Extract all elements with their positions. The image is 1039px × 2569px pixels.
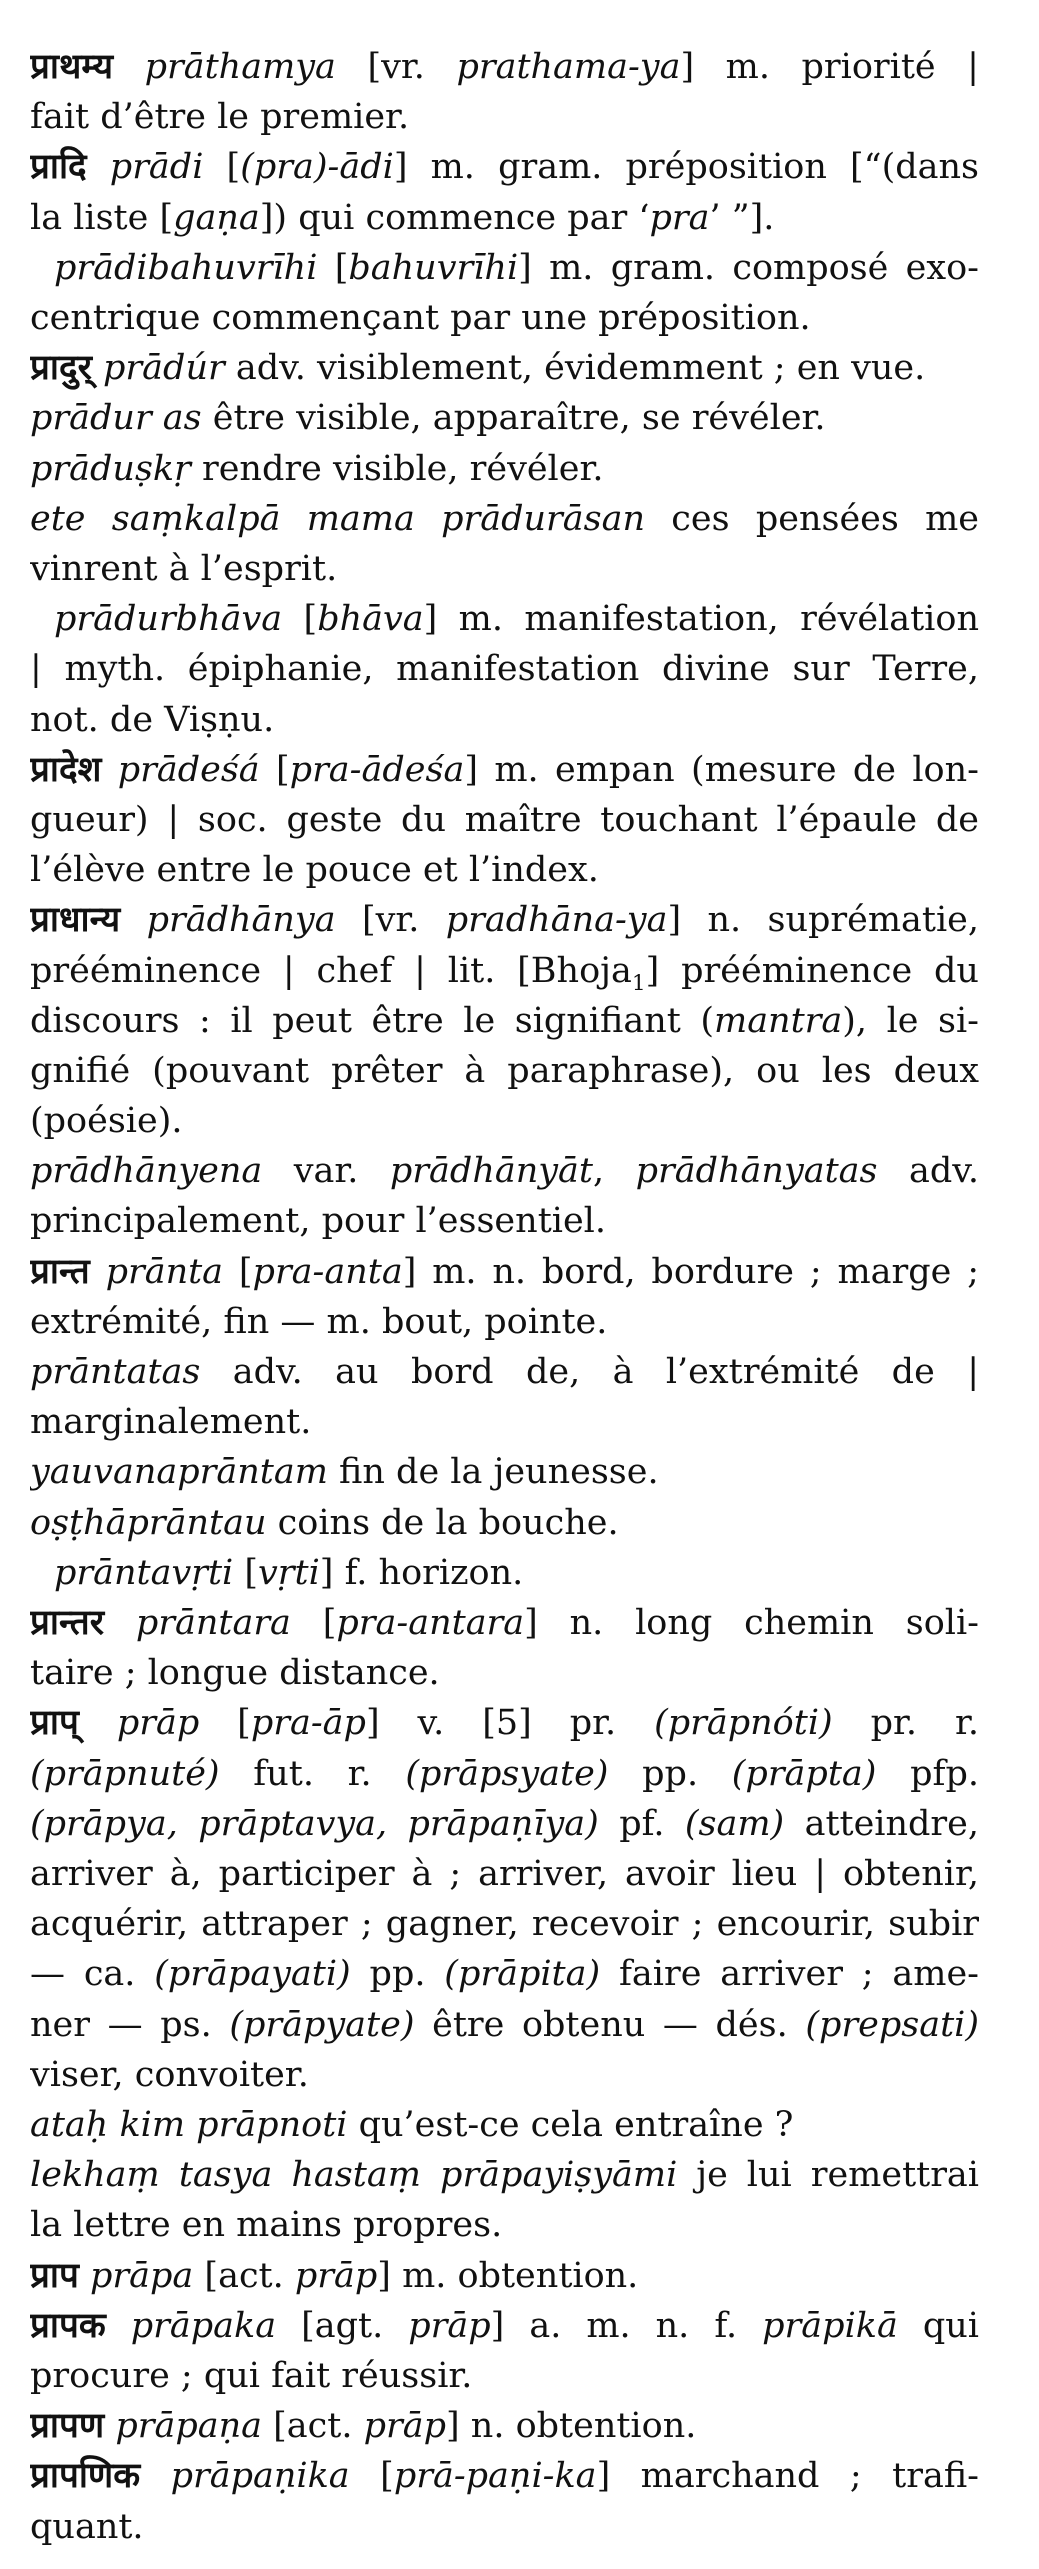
definition-text: adv. au bord de, à l’extrémité de | xyxy=(200,1352,979,1393)
italic-term: pra-anta xyxy=(252,1251,403,1292)
italic-term: prāpaṇa xyxy=(115,2406,262,2447)
subscript: 1 xyxy=(631,970,646,996)
entry-line xyxy=(30,1196,979,1246)
entry-line xyxy=(30,2502,979,2552)
entry-line xyxy=(30,795,979,845)
italic-term: prāduṣkṛ xyxy=(30,448,191,489)
dictionary-entry xyxy=(30,1447,979,1497)
italic-term: prādúr xyxy=(103,348,225,389)
italic-term: (prāpya, prāptavya, prāpaṇīya) xyxy=(30,1803,599,1844)
italic-term: pra-ādeśa xyxy=(289,749,465,790)
definition-text: extrémité, fin — m. bout, pointe. xyxy=(30,1301,608,1342)
entry-line xyxy=(30,1347,979,1397)
definition-text: [ xyxy=(223,1251,253,1292)
dictionary-entry xyxy=(30,42,979,142)
definition-text: pfp. xyxy=(876,1753,979,1794)
dictionary-entry xyxy=(30,1498,979,1548)
italic-term: ete saṃkalpā mama prādurāsan xyxy=(30,498,646,539)
italic-term: prāpaka xyxy=(130,2305,277,2346)
headword: प्रापण xyxy=(30,2405,105,2447)
dictionary-entry xyxy=(30,2251,979,2301)
definition-text: [ xyxy=(203,147,241,188)
definition-text: ] n. suprématie, xyxy=(667,900,979,941)
dictionary-entry xyxy=(30,1548,979,1598)
entry-line xyxy=(30,1297,979,1347)
headword: प्राथम्य xyxy=(30,46,114,87)
italic-term: (prāpnóti) xyxy=(654,1703,833,1744)
dictionary-entry xyxy=(30,1347,979,1447)
definition-text: ] marchand ; trafi- xyxy=(596,2456,979,2497)
italic-term: (prāpita) xyxy=(444,1954,601,1995)
italic-term: prāthamya xyxy=(144,47,336,87)
dictionary-entry xyxy=(30,243,979,343)
entry-line xyxy=(30,1799,979,1849)
definition-text: (poésie). xyxy=(30,1101,183,1142)
italic-term: mantra xyxy=(714,1000,843,1041)
definition-text: discours : il peut être le signifiant ( xyxy=(30,1000,714,1041)
italic-term: prāpa xyxy=(90,2255,194,2296)
definition-text: faire arriver ; ame- xyxy=(600,1954,979,1995)
italic-term: prāntavṛti xyxy=(54,1552,234,1593)
italic-term: pradhāna-ya xyxy=(445,900,668,941)
dictionary-entry xyxy=(30,895,979,1146)
italic-term: prānta xyxy=(105,1251,224,1292)
definition-text: être visible, apparaître, se révéler. xyxy=(201,398,826,439)
definition-text: fin de la jeunesse. xyxy=(327,1452,659,1493)
entry-line xyxy=(30,293,979,343)
definition-text: la lettre en mains propres. xyxy=(30,2205,503,2246)
definition-text: [ xyxy=(199,1703,251,1744)
entry-line xyxy=(30,644,979,694)
definition-text: ces pensées me xyxy=(645,498,979,539)
italic-term: (sam) xyxy=(684,1803,785,1844)
definition-text: prééminence | chef | lit. [Bhoja xyxy=(30,950,632,991)
italic-term: prāp xyxy=(116,1703,200,1744)
definition-text: qui xyxy=(897,2305,979,2346)
entry-line xyxy=(30,243,979,293)
italic-term: (prāpnuté) xyxy=(30,1753,220,1794)
entry-line xyxy=(30,2200,979,2250)
definition-text: qu’est-ce cela entraîne ? xyxy=(347,2104,794,2145)
entry-line xyxy=(30,142,979,192)
definition-text: | myth. épiphanie, manifestation divine sur Terre, xyxy=(30,649,979,690)
definition-text: arriver à, participer à ; arriver, avoir lieu | obtenir, xyxy=(30,1854,979,1895)
definition-text: ] m. manifestation, révélation xyxy=(423,599,979,640)
entry-line xyxy=(30,544,979,594)
definition-text: ]) qui commence par ‘ xyxy=(259,197,650,238)
italic-term: prāp xyxy=(294,2255,378,2296)
entry-line xyxy=(30,2301,979,2351)
italic-term: ataḥ kim prāpnoti xyxy=(30,2104,348,2145)
entry-line xyxy=(30,594,979,644)
definition-text: ] n. long chemin soli- xyxy=(524,1603,979,1644)
definition-text: adv. visiblement, évidemment ; en vue. xyxy=(224,348,926,389)
definition-text: viser, convoiter. xyxy=(30,2054,309,2095)
entry-line xyxy=(30,1096,979,1146)
definition-text: [act. xyxy=(193,2255,295,2296)
entry-line xyxy=(30,494,979,544)
entry-line xyxy=(30,1749,979,1799)
definition-text: adv. xyxy=(877,1151,979,1192)
italic-term: yauvanaprāntam xyxy=(30,1452,328,1493)
definition-text: pf. xyxy=(598,1803,685,1844)
headword: प्राप् xyxy=(30,1702,79,1744)
definition-text xyxy=(79,1703,117,1743)
dictionary-entry xyxy=(30,494,979,594)
headword: प्रापणिक xyxy=(30,2455,141,2497)
headword: प्रान्त xyxy=(30,1250,90,1292)
italic-term: prāntatas xyxy=(30,1352,201,1393)
italic-term: vṛti xyxy=(258,1552,320,1593)
italic-term: prāpaṇika xyxy=(170,2456,350,2497)
italic-term: prādeśá xyxy=(117,749,260,790)
definition-text: taire ; longue distance. xyxy=(30,1653,440,1694)
entry-line xyxy=(30,444,979,494)
entry-line xyxy=(30,1648,979,1698)
definition-text: ] m. obtention. xyxy=(377,2255,639,2296)
definition-text: [vr. xyxy=(335,47,457,87)
definition-text xyxy=(104,1603,136,1643)
entry-line xyxy=(30,1498,979,1548)
italic-term: prādi xyxy=(109,147,204,188)
definition-text: ] m. empan (mesure de lon- xyxy=(464,749,979,790)
definition-text: [act. xyxy=(262,2406,364,2447)
definition-text: acquérir, attraper ; gagner, recevoir ; encourir, subir xyxy=(30,1904,979,1945)
italic-term: prādhānyatas xyxy=(635,1151,878,1192)
dictionary-entry xyxy=(30,343,979,393)
definition-text: ] prééminence du xyxy=(645,950,979,991)
entry-line xyxy=(30,2351,979,2401)
definition-text xyxy=(92,348,103,388)
definition-text: je lui remettrai xyxy=(677,2155,979,2196)
headword: प्रापक xyxy=(30,2304,106,2346)
definition-text: [ xyxy=(349,2456,394,2497)
dictionary-entry xyxy=(30,1146,979,1246)
entry-line xyxy=(30,1247,979,1297)
dictionary-entry xyxy=(30,2150,979,2250)
italic-term: bahuvrīhi xyxy=(348,247,519,288)
definition-text: , xyxy=(592,1151,636,1192)
entry-line xyxy=(30,2100,979,2150)
headword: प्रान्तर xyxy=(30,1602,105,1644)
definition-text: fait d’être le premier. xyxy=(30,97,410,138)
dictionary-entry xyxy=(30,1247,979,1347)
entry-line xyxy=(30,2050,979,2100)
italic-term: (pra)-ādi xyxy=(240,147,394,188)
entry-line xyxy=(30,1598,979,1648)
italic-term: gaṇa xyxy=(173,197,260,238)
definition-text: quant. xyxy=(30,2506,144,2547)
definition-text: pp. xyxy=(350,1954,445,1995)
definition-text: [ xyxy=(233,1552,259,1593)
dictionary-entry xyxy=(30,1598,979,1698)
italic-term: prādhānya xyxy=(146,900,336,941)
italic-term: pra-āp xyxy=(250,1703,366,1744)
entry-line xyxy=(30,42,979,92)
definition-text: var. xyxy=(262,1151,390,1192)
headword: प्रादेश xyxy=(30,748,102,790)
definition-text: principalement, pour l’essentiel. xyxy=(30,1201,606,1242)
italic-term: lekhaṃ tasya hastaṃ prāpayiṣyāmi xyxy=(30,2155,678,2196)
definition-text: ] v. [5] pr. xyxy=(365,1703,655,1744)
definition-text: not. de Viṣṇu. xyxy=(30,699,275,740)
italic-term: (prāpyate) xyxy=(229,2004,415,2045)
entry-line xyxy=(30,1899,979,1949)
definition-text xyxy=(106,2306,131,2346)
italic-term: pra xyxy=(649,197,710,238)
definition-text xyxy=(113,47,145,87)
dictionary-entry xyxy=(30,142,979,242)
italic-term: prādibahuvrīhi xyxy=(54,247,318,288)
definition-text: pr. r. xyxy=(832,1703,979,1744)
definition-text: ] n. obtention. xyxy=(446,2406,697,2447)
definition-text: rendre visible, révéler. xyxy=(190,448,604,489)
definition-text: ] m. gram. composé exo- xyxy=(518,247,979,288)
entry-line xyxy=(30,343,979,393)
definition-text: être obtenu — dés. xyxy=(414,2004,806,2045)
dictionary-entry xyxy=(30,594,979,745)
definition-text: vinrent à l’esprit. xyxy=(30,548,338,589)
definition-text: ’ ”]. xyxy=(709,197,775,238)
headword: प्राप xyxy=(30,2254,79,2296)
definition-text: procure ; qui fait réussir. xyxy=(30,2355,473,2396)
entry-line xyxy=(30,1046,979,1096)
entry-line xyxy=(30,1397,979,1447)
italic-term: prā-paṇi-ka xyxy=(393,2456,597,2497)
dictionary-entry xyxy=(30,2100,979,2150)
definition-text: ] f. horizon. xyxy=(319,1552,524,1593)
italic-term: pra-antara xyxy=(336,1603,525,1644)
definition-text xyxy=(140,2456,170,2496)
entry-line xyxy=(30,1698,979,1748)
entry-line xyxy=(30,745,979,795)
definition-text: gueur) | soc. geste du maître touchant l’épaule de xyxy=(30,799,979,840)
definition-text xyxy=(101,750,117,790)
definition-text xyxy=(120,900,146,940)
italic-term: prathama-ya xyxy=(456,47,681,87)
definition-text: — ca. xyxy=(30,1954,155,1995)
definition-text: ner — ps. xyxy=(30,2004,230,2045)
italic-term: (prepsati) xyxy=(805,2004,979,2045)
headword: प्रादि xyxy=(30,146,87,188)
entry-line xyxy=(30,2251,979,2301)
entry-line xyxy=(30,695,979,745)
italic-term: prādurbhāva xyxy=(54,599,283,640)
definition-text: centrique commençant par une préposition. xyxy=(30,297,811,338)
definition-text: [ xyxy=(259,749,290,790)
italic-term: prāpikā xyxy=(762,2305,898,2346)
entry-line xyxy=(30,2401,979,2451)
definition-text: la liste [ xyxy=(30,197,174,238)
entry-line xyxy=(30,1146,979,1196)
definition-text: fut. r. xyxy=(219,1753,406,1794)
dictionary-entry xyxy=(30,444,979,494)
definition-text xyxy=(79,2256,90,2296)
definition-text: ), le si- xyxy=(842,1000,979,1041)
entry-line xyxy=(30,1849,979,1899)
definition-text: [ xyxy=(317,247,349,288)
definition-text: ] m. n. bord, bordure ; marge ; xyxy=(402,1251,979,1292)
entry-line xyxy=(30,1447,979,1497)
italic-term: prādhānyāt xyxy=(389,1151,593,1192)
italic-term: prāp xyxy=(363,2406,446,2447)
entry-line xyxy=(30,92,979,142)
dictionary-entry xyxy=(30,745,979,896)
dictionary-entry xyxy=(30,393,979,443)
italic-term: prāp xyxy=(408,2305,491,2346)
definition-text: marginalement. xyxy=(30,1402,312,1443)
definition-text: gnifié (pouvant prêter à paraphrase), ou les deux xyxy=(30,1050,979,1091)
dictionary-entry xyxy=(30,2401,979,2451)
italic-term: prādur as xyxy=(30,398,202,439)
italic-term: (prāpsyate) xyxy=(405,1753,609,1794)
entry-line xyxy=(30,2150,979,2200)
entry-line xyxy=(30,845,979,895)
entry-line xyxy=(30,193,979,243)
italic-term: bhāva xyxy=(317,599,424,640)
definition-text xyxy=(87,147,110,187)
dictionary-entry xyxy=(30,2451,979,2551)
definition-text: l’élève entre le pouce et l’index. xyxy=(30,850,599,891)
headword: प्रादुर् xyxy=(30,347,92,389)
italic-term: (prāpayati) xyxy=(154,1954,351,1995)
definition-text: ] m. gram. préposition [“(dans xyxy=(393,147,979,188)
entry-line xyxy=(30,895,979,945)
entry-line xyxy=(30,946,979,996)
definition-text: [vr. xyxy=(335,900,446,941)
headword: प्राधान्य xyxy=(30,899,121,941)
italic-term: oṣṭhāprāntau xyxy=(30,1502,267,1543)
definition-text: ] a. m. n. f. xyxy=(490,2305,763,2346)
italic-term: prāntara xyxy=(135,1603,291,1644)
dictionary-entry xyxy=(30,2301,979,2401)
definition-text: atteindre, xyxy=(784,1803,979,1844)
definition-text: [agt. xyxy=(276,2305,409,2346)
dictionary-entry xyxy=(30,1698,979,2100)
definition-text xyxy=(90,1252,106,1292)
entry-line xyxy=(30,393,979,443)
entry-line xyxy=(30,2451,979,2501)
definition-text: [ xyxy=(282,599,318,640)
entry-line xyxy=(30,996,979,1046)
definition-text: ] m. priorité | xyxy=(680,47,979,87)
definition-text: pp. xyxy=(608,1753,732,1794)
entry-line xyxy=(30,1548,979,1598)
italic-term: (prāpta) xyxy=(731,1753,877,1794)
italic-term: prādhānyena xyxy=(30,1151,263,1192)
definition-text: [ xyxy=(290,1603,337,1644)
definition-text xyxy=(104,2406,115,2446)
entry-line xyxy=(30,2000,979,2050)
definition-text: coins de la bouche. xyxy=(266,1502,619,1543)
entry-line xyxy=(30,1949,979,1999)
